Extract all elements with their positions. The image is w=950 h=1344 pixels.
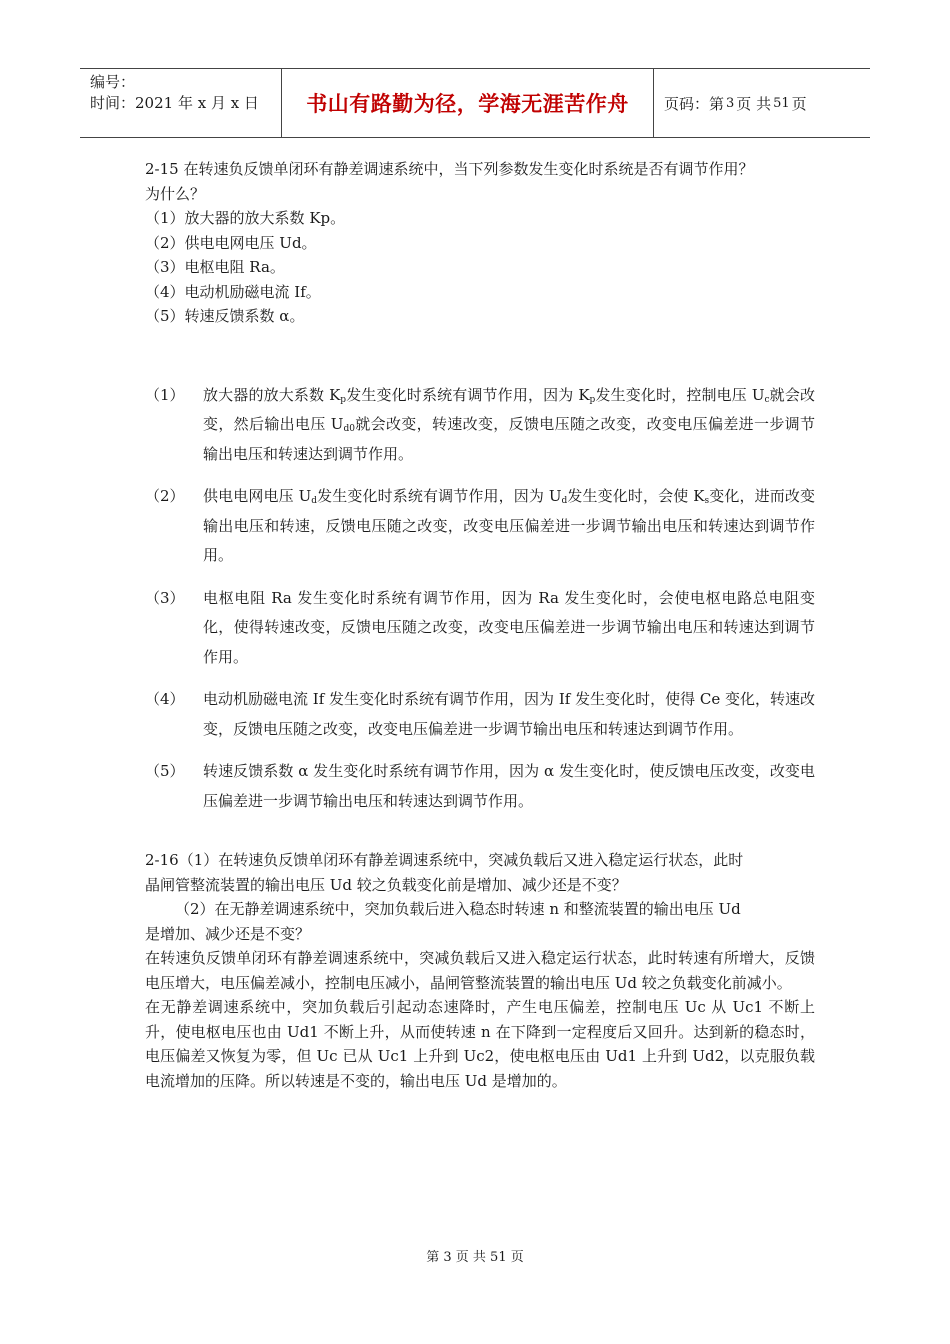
question-line: 2-16（1）在转速负反馈单闭环有静差调速系统中，突减负载后又进入稳定运行状态，此时: [145, 851, 744, 869]
answer-paragraph: 在无静差调速系统中，突加负载后引起动态速降时，产生电压偏差，控制电压 Uc 从 Uc1 不断上升，使电枢电压也由 Ud1 不断上升，从而使转速 n 在下降到一定程度后又回升。达到新的稳态时，电压偏差又恢复为零，但 Uc 已从 Uc1 上升到 Uc2，使电枢电压由 Ud1 上升到 Ud2，以克服负载电流增加的压降。所以转速是不变的，输出电压 Ud 是增加的。: [145, 998, 815, 1090]
header-page-label: 页码：第: [664, 94, 725, 113]
question-item: （3）电枢电阻 Ra。: [145, 258, 285, 276]
answer-number: （1）: [145, 385, 185, 404]
answer-paragraph: 在转速负反馈单闭环有静差调速系统中，突减负载后又进入稳定运行状态，此时转速有所增大，反馈电压增大，电压偏差减小，控制电压减小，晶闸管整流装置的输出电压 Ud 较之负载变化前减小。: [145, 949, 815, 992]
answer-number: （3）: [145, 588, 185, 607]
answer-text: 电枢电阻 Ra 发生变化时系统有调节作用，因为 Ra 发生变化时，会使电枢电路总电阻变化，使得转速改变，反馈电压随之改变，改变电压偏差进一步调节输出电压和转速达到调节作用。: [203, 588, 815, 666]
question-line: （2）在无静差调速系统中，突加负载后进入稳态时转速 n 和整流装置的输出电压 Ud: [175, 900, 741, 918]
page-footer: 第 3 页 共 51 页: [426, 1250, 524, 1265]
question-item: （2）供电电网电压 Ud。: [145, 233, 317, 252]
header-time-label: 时间：2021 年 x 月 x 日: [90, 94, 259, 112]
answer-text: 放大器的放大系数 $K_p$发生变化时系统有调节作用，因为 $K_p$发生变化时，控制电压 $U_c$就会改变，然后输出电压 $U_{d0}$就会改变，转速改变，反馈电压随之改变，改变电压偏差进一步调节输出电压和转速达到调节作用。: [203, 385, 815, 463]
header-info-cell: [80, 69, 282, 137]
question-line: 是增加、减少还是不变？: [145, 924, 311, 943]
header-page-cell: [654, 69, 870, 137]
question-2-16: [145, 848, 815, 1093]
answer-number: （5）: [145, 762, 185, 780]
header-motto-cell: [282, 69, 654, 137]
answer-text: 转速反馈系数 α 发生变化时系统有调节作用，因为 α 发生变化时，使反馈电压改变，改变电压偏差进一步调节输出电压和转速达到调节作用。: [203, 762, 815, 810]
answer-number: （4）: [145, 690, 185, 708]
question-line: 2-15 在转速负反馈单闭环有静差调速系统中，当下列参数发生变化时系统是否有调节作用？: [145, 160, 754, 178]
question-2-15: [145, 157, 815, 329]
question-line: 晶闸管整流装置的输出电压 Ud 较之负载变化前是增加、减少还是不变？: [145, 875, 627, 894]
answers-2-15: [145, 381, 815, 817]
question-item: （5）转速反馈系数 α。: [145, 307, 305, 325]
question-item: （4）电动机励磁电流 If。: [145, 282, 321, 301]
page-content: [145, 157, 815, 1093]
answer-number: （2）: [145, 487, 185, 505]
answer-text: 电动机励磁电流 If 发生变化时系统有调节作用，因为 If 发生变化时，使得 Ce 变化，转速改变，反馈电压随之改变，改变电压偏差进一步调节输出电压和转速达到调节作用。: [203, 690, 815, 738]
header-page-total: 51: [773, 95, 790, 111]
answer-text: 供电电网电压 $U_d$发生变化时系统有调节作用，因为 $U_d$发生变化时，会使 $K_s$变化，进而改变输出电压和转速，反馈电压随之改变，改变电压偏差进一步调节输出电压和转速达到调节作用。: [203, 487, 815, 564]
page-header: [80, 68, 870, 138]
question-line: 为什么？: [145, 184, 206, 203]
answer-item: [145, 482, 815, 571]
header-motto: 书山有路勤为径，学海无涯苦作舟: [306, 91, 629, 116]
answer-item: [145, 381, 815, 470]
header-number-label: 编号：: [90, 73, 136, 91]
header-page-end: 页: [791, 94, 807, 113]
question-item: （1）放大器的放大系数 Kp。: [145, 209, 346, 227]
answer-item: [145, 685, 815, 744]
header-page-number: 3: [726, 95, 735, 111]
answer-item: [145, 584, 815, 673]
answer-item: [145, 757, 815, 816]
header-page-mid: 页 共: [736, 94, 772, 113]
